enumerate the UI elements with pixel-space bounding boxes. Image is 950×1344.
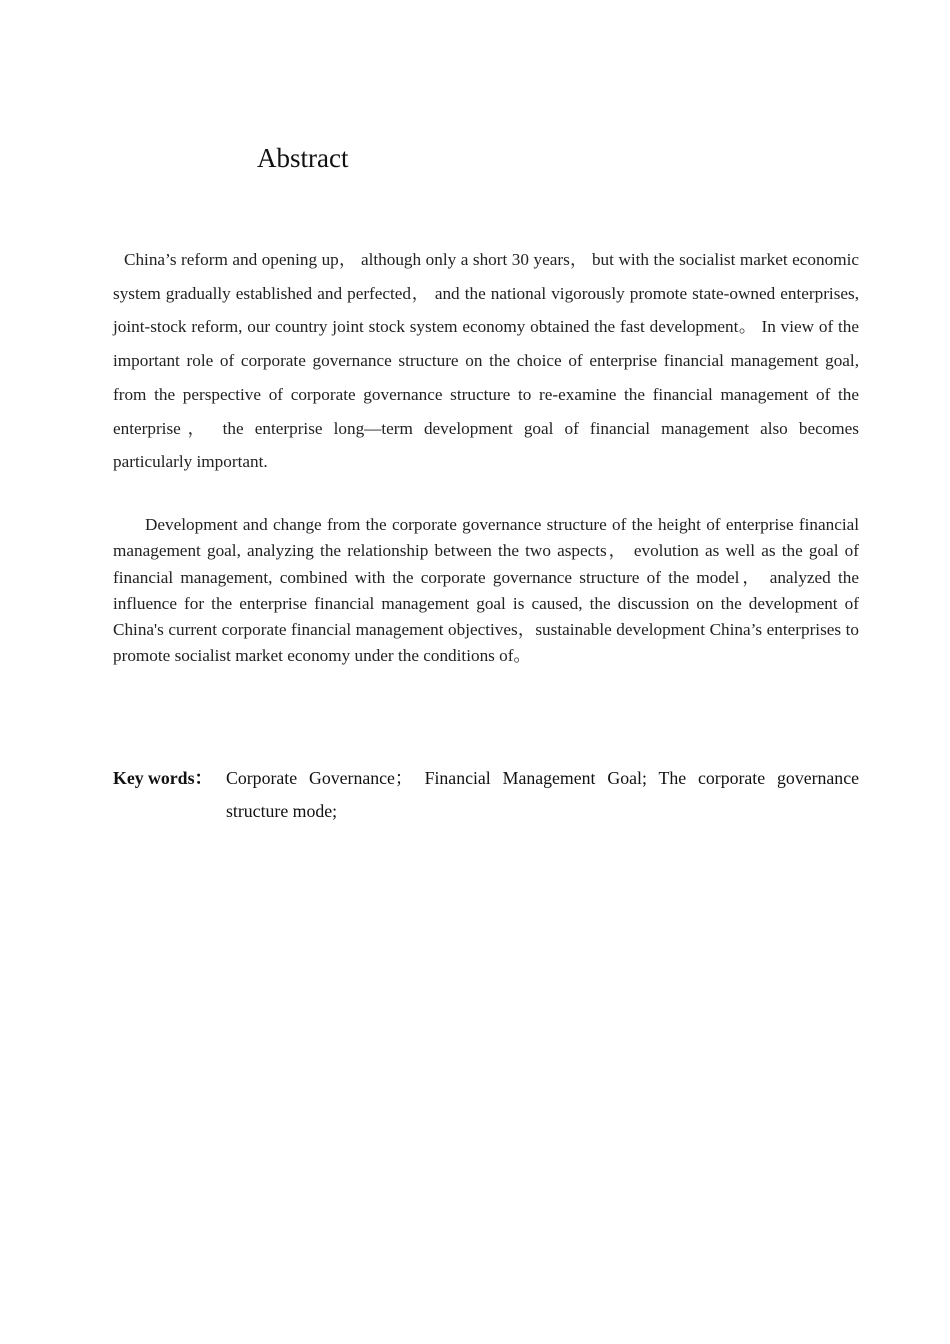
keywords-text: Corporate Governance； Financial Management Goal; The corporate governance structure mode; — [226, 768, 859, 821]
abstract-paragraph-2: Development and change from the corporate governance structure of the height of enterprise financial management goal, analyzing the relationship between the two aspects， evolution as well as the goal of financial management, combined with the corporate governance structure of the model， analyzed the influence for the enterprise financial management goal is caused, the discussion on the development of China's current corporate financial management objectives，sustainable development China’s enterprises to promote socialist market economy under the conditions of。 — [113, 515, 859, 666]
keywords-section — [113, 762, 859, 828]
keywords-label: Key words： — [113, 768, 213, 788]
abstract-paragraph-1: China’s reform and opening up， although only a short 30 years， but with the socialist market economic system gradually established and perfected， and the national vigorously promote state-owned enterprises, joint-stock reform, our country joint stock system economy obtained the fast development。 In view of the important role of corporate governance structure on the choice of enterprise financial management goal, from the perspective of corporate governance structure to re-examine the financial management of the enterprise， the enterprise long—term development goal of financial management also becomes particularly important. — [113, 250, 859, 472]
abstract-title: Abstract — [257, 143, 349, 173]
